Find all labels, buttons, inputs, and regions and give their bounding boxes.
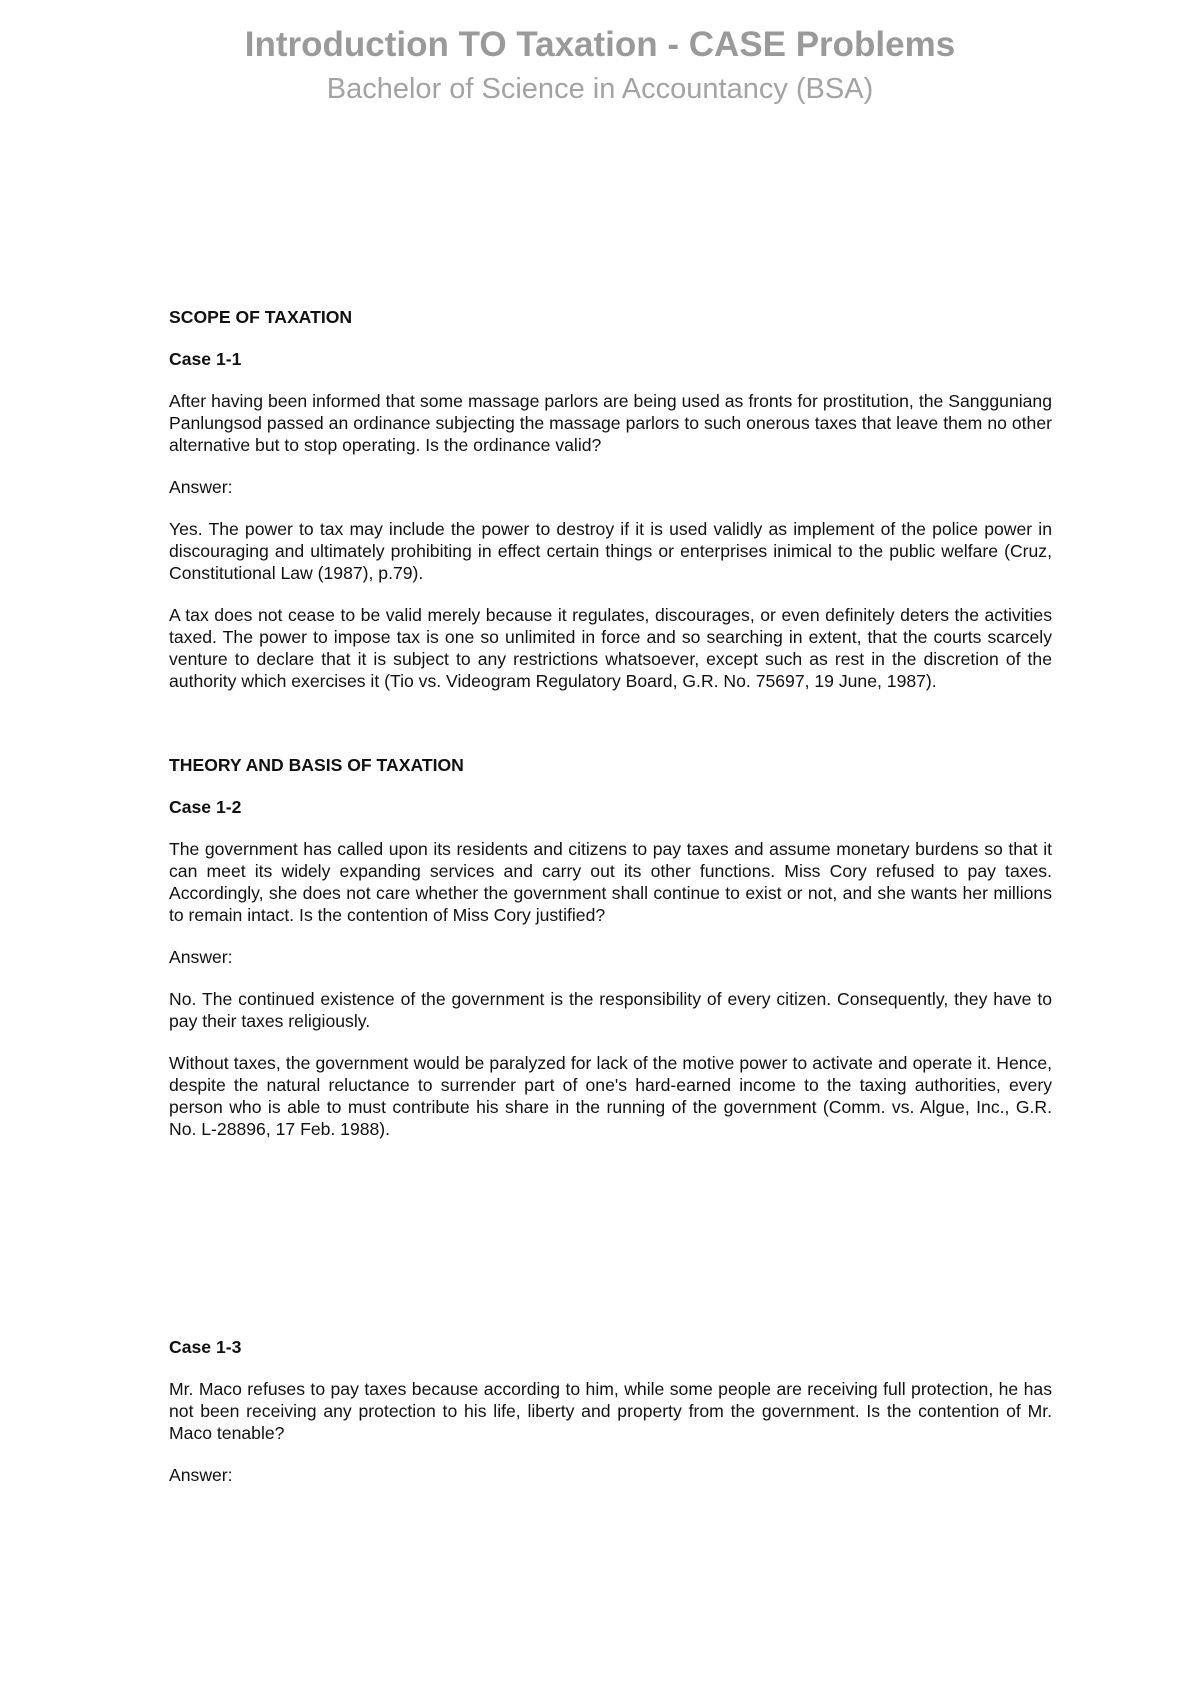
case-label-1-3: Case 1-3 [169, 1337, 242, 1357]
answer-label-1-2: Answer: [169, 947, 233, 967]
section-heading-theory: THEORY AND BASIS OF TAXATION [169, 755, 464, 775]
answer-paragraph-1-2b: Without taxes, the government would be paralyzed for lack of the motive power to activate and operate it. Hence, despite the natural reluctance to surrender part of one's hard-earned income to the taxing authorities, every person who is able to must contribute his share in the running of the government (Comm. vs. Algue, Inc., G.R. No. L-28896, 17 Feb. 1988). [169, 1053, 1052, 1139]
case-question-1-1: After having been informed that some massage parlors are being used as fronts for prostitution, the Sangguniang Panlungsod passed an ordinance subjecting the massage parlors to such onerous taxes that leave them no other alternative but to stop operating. Is the ordinance valid? [169, 391, 1052, 455]
section-heading-scope: SCOPE OF TAXATION [169, 307, 353, 327]
document-header [0, 22, 1200, 108]
document-subtitle: Bachelor of Science in Accountancy (BSA) [326, 73, 874, 105]
document-title: Introduction TO Taxation - CASE Problems [244, 25, 956, 64]
answer-label-1-3: Answer: [169, 1465, 233, 1485]
case-question-1-3: Mr. Maco refuses to pay taxes because according to him, while some people are receiving full protection, he has not been receiving any protection to his life, liberty and property from the government. Is the contention of Mr. Maco tenable? [169, 1379, 1052, 1443]
section-spacer [169, 712, 1052, 754]
answer-paragraph-1-2a: No. The continued existence of the government is the responsibility of every citizen. Consequently, they have to pay their taxes religiously. [169, 989, 1052, 1031]
case-question-1-2: The government has called upon its residents and citizens to pay taxes and assume monetary burdens so that it can meet its widely expanding services and carry out its other functions. Miss Cory refused to pay taxes. Accordingly, she does not care whether the government shall continue to exist or not, and she wants her millions to remain intact. Is the contention of Miss Cory justified? [169, 839, 1052, 925]
case-label-1-2: Case 1-2 [169, 797, 242, 817]
section-spacer [169, 1160, 1052, 1336]
answer-label-1-1: Answer: [169, 477, 233, 497]
case-label-1-1: Case 1-1 [169, 349, 242, 369]
document-body [169, 306, 1052, 1506]
answer-paragraph-1-1a: Yes. The power to tax may include the power to destroy if it is used validly as implement of the police power in discouraging and ultimately prohibiting in effect certain things or enterprises inimical to the public welfare (Cruz, Constitutional Law (1987), p.79). [169, 519, 1052, 583]
answer-paragraph-1-1b: A tax does not cease to be valid merely because it regulates, discourages, or even definitely deters the activities taxed. The power to impose tax is one so unlimited in force and so searching in extent, that the courts scarcely venture to declare that it is subject to any restrictions whatsoever, except such as rest in the discretion of the authority which exercises it (Tio vs. Videogram Regulatory Board, G.R. No. 75697, 19 June, 1987). [169, 605, 1052, 691]
